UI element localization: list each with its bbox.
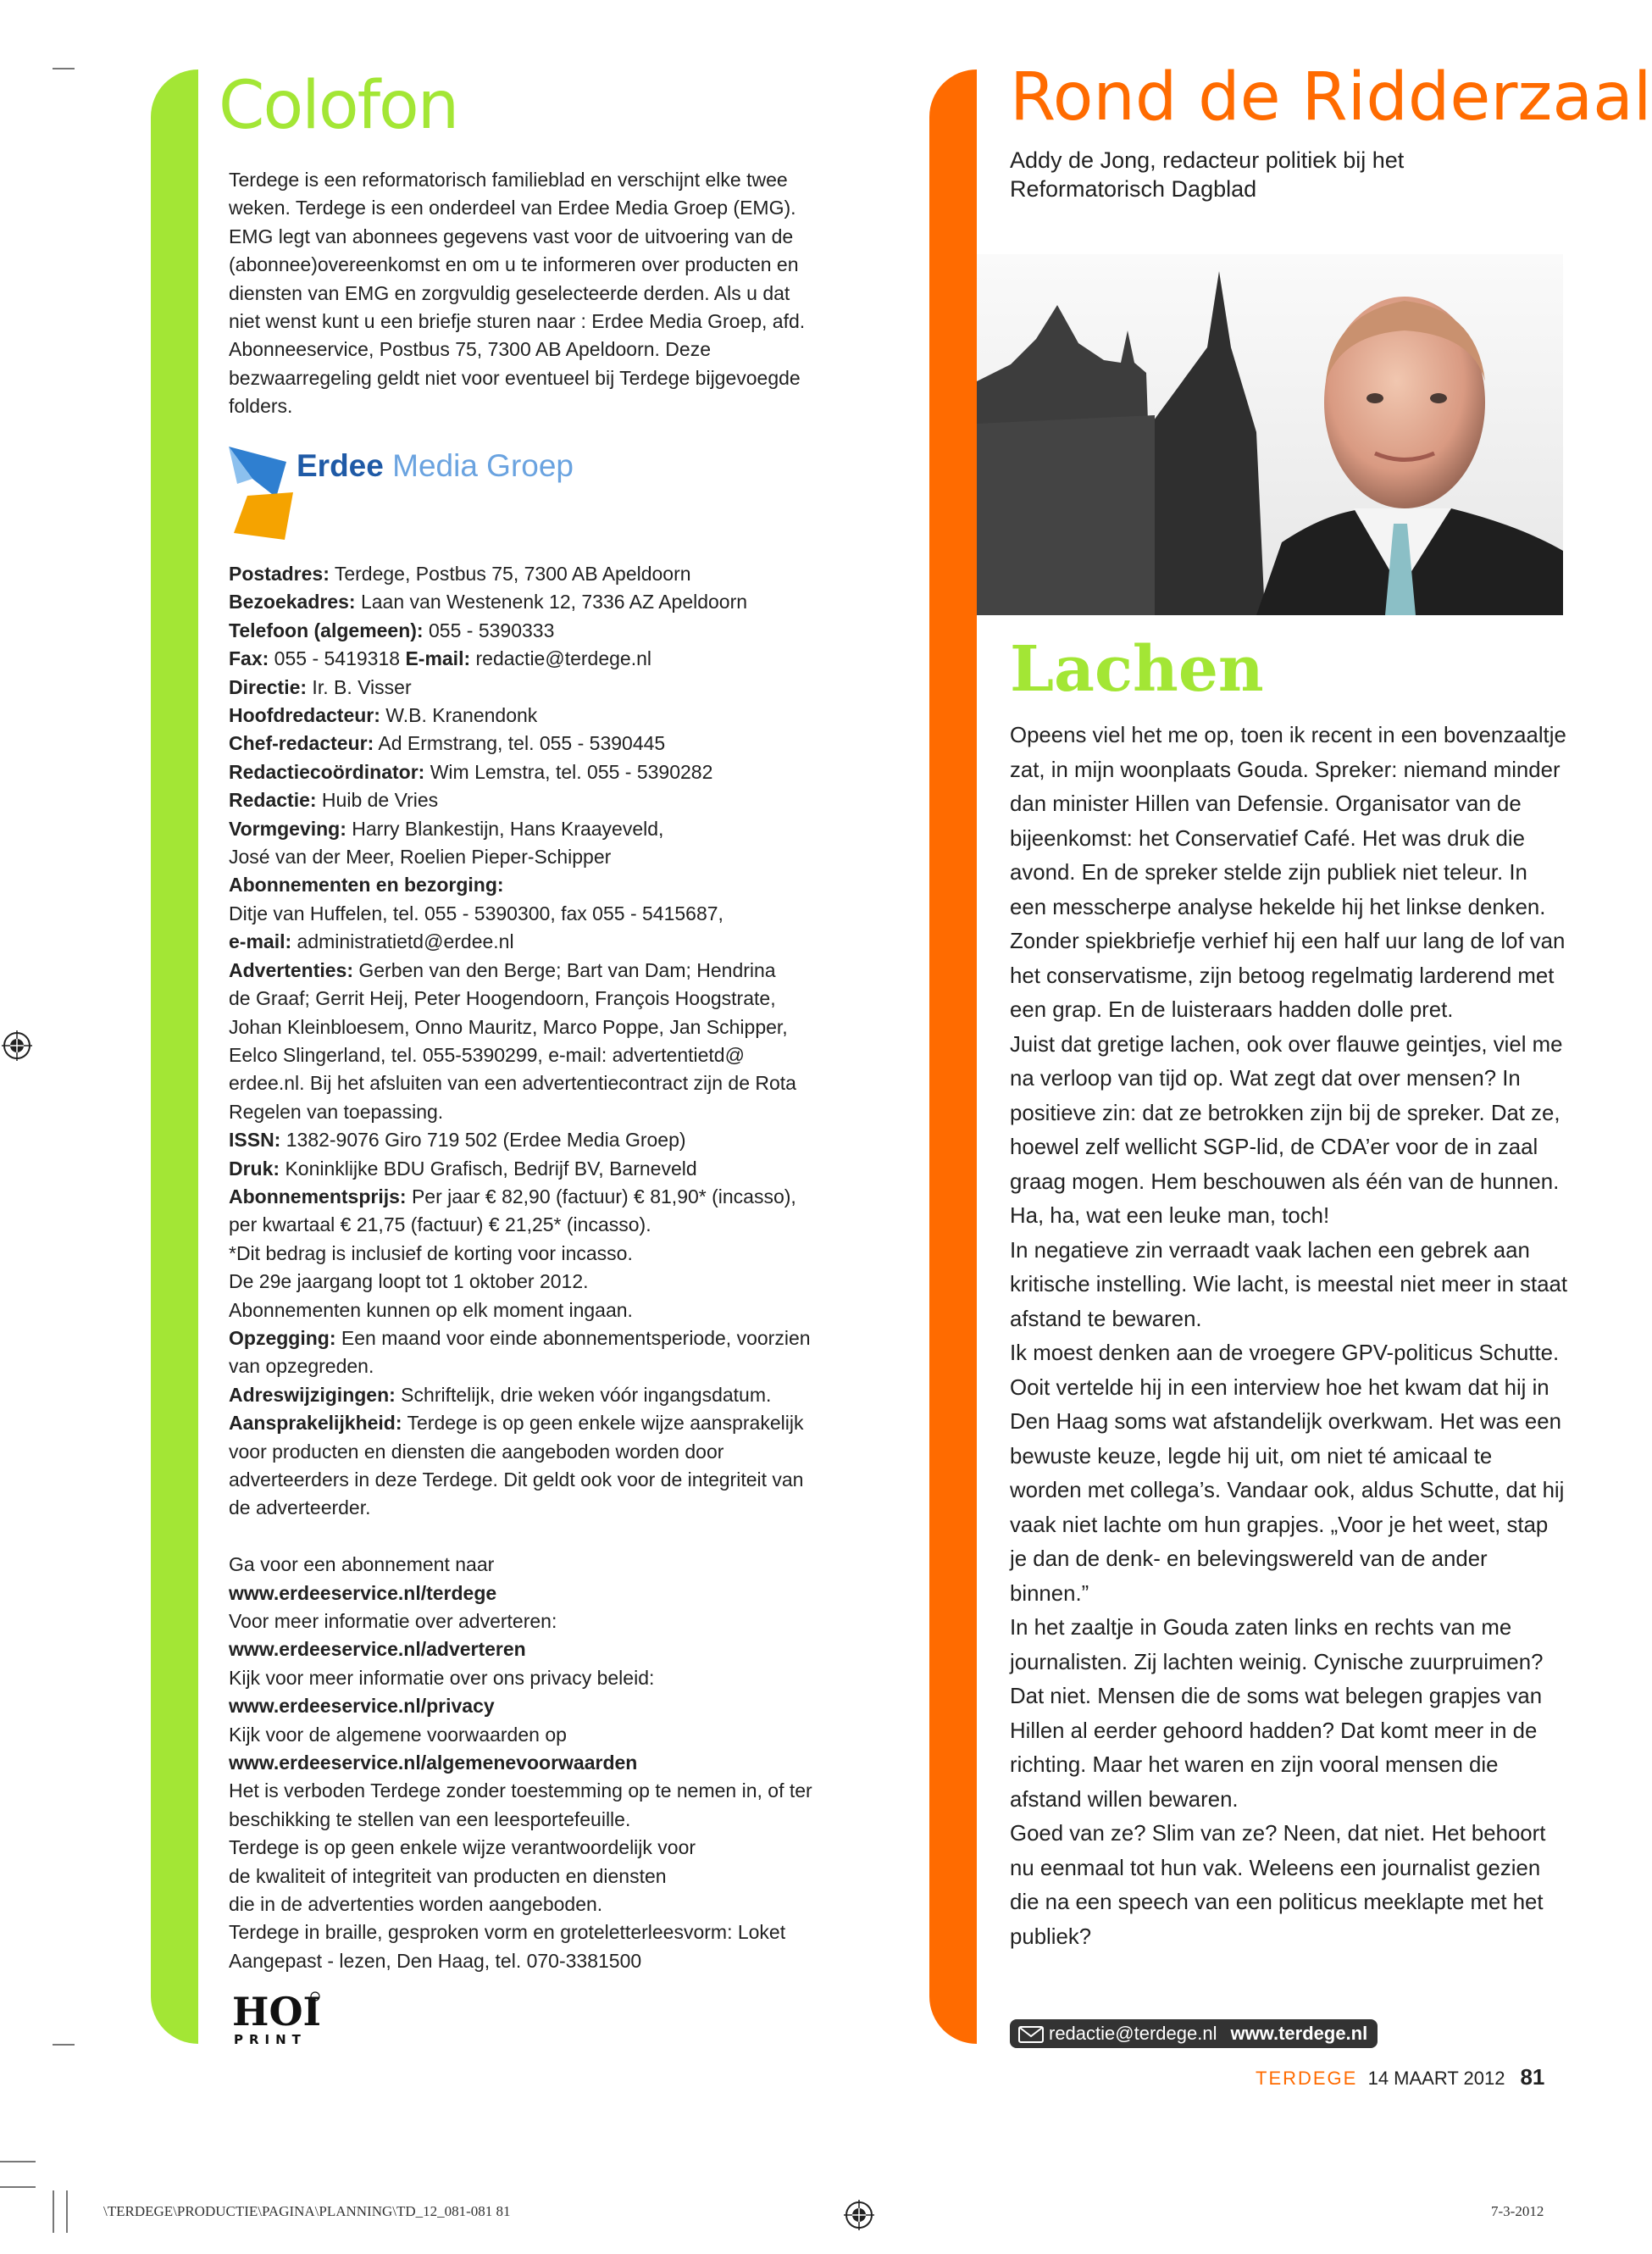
info-line (229, 1069, 830, 1097)
info-line (229, 1126, 830, 1154)
crop-mark (0, 2186, 36, 2188)
contact-website-link[interactable]: www.terdege.nl (1230, 2023, 1368, 2044)
info-line (229, 985, 830, 1013)
info-text: Koninklijke BDU Grafisch, Bedrijf BV, Barneveld (280, 1157, 697, 1180)
info-label: ISSN: (229, 1129, 281, 1152)
registration-mark-icon (2, 1030, 32, 1061)
info-label: e-mail: (229, 930, 292, 953)
info-text: José van der Meer, Roelien Pieper-Schipper (229, 846, 612, 869)
info-text: Harry Blankestijn, Hans Kraayeveld, (346, 817, 664, 840)
web-link[interactable]: www.erdeeservice.nl/terdege (229, 1581, 497, 1604)
info-text-line: Kijk voor meer informatie over ons privacy beleid: (229, 1666, 655, 1689)
colofon-info (229, 560, 830, 1975)
info-line (229, 843, 830, 871)
info-label: Redactiecoördinator: (229, 760, 425, 783)
info-line (229, 588, 830, 616)
info-text: Terdege, Postbus 75, 7300 AB Apeldoorn (329, 563, 691, 585)
info-text-line: die in de advertenties worden aangeboden. (229, 1893, 603, 1916)
info-line (229, 900, 830, 928)
column-accent-bar (929, 69, 977, 2044)
info-text-line: Kijk voor de algemene voorwaarden op (229, 1723, 567, 1746)
colofon-title: Colofon (219, 68, 458, 144)
info-label: Advertenties: (229, 958, 353, 981)
info-text: Wim Lemstra, tel. 055 - 5390282 (424, 760, 713, 783)
info-line (229, 1409, 830, 1523)
contact-email-link[interactable]: redactie@terdege.nl (1049, 2023, 1217, 2044)
info-line (229, 1211, 830, 1239)
article-paragraph: In het zaaltje in Gouda zaten links en rechts van me journalisten. Zij lachten weinig. Cynische zuurpruimen? Dat niet. Mensen die de soms wat belegen grapjes van Hillen al eerder gehoord hadden? Dat komt meer in de richting. Maar het waren en zijn vooral mensen die afstand willen bewaren. (1010, 1616, 1544, 1812)
info-text: 055 - 5419318 (269, 647, 406, 670)
info-text-line: Ga voor een abonnement naar (229, 1553, 495, 1576)
info-text: W.B. Kranendonk (380, 704, 538, 727)
info-text: per kwartaal € 21,75 (factuur) € 21,25* (incasso). (229, 1213, 651, 1236)
hoi-logo-top: HOI (232, 1989, 322, 2035)
crop-mark (66, 2190, 68, 2233)
article-paragraph: In negatieve zin verraadt vaak lachen een gebrek aan kritische instelling. Wie lacht, is meestal niet meer in staat afstand te bewaren. (1010, 1238, 1568, 1331)
erdee-logo-icon (227, 445, 295, 545)
info-label: Telefoon (algemeen): (229, 619, 424, 641)
info-line (229, 1098, 830, 1126)
info-text-line: Het is verboden Terdege zonder toestemming op te nemen in, of ter beschikking te stellen van een leesportefeuille. (229, 1779, 812, 1830)
info-text: Terdege is op geen enkele wijze aansprakelijk voor producten en diensten die aangeboden worden door adverteerders in deze Terdege. Dit geldt ook voor de integriteit van de adverteerder. (229, 1412, 804, 1519)
envelope-icon (1018, 2026, 1044, 2043)
info-line (229, 560, 830, 588)
info-line (229, 645, 830, 673)
info-label: Bezoekadres: (229, 591, 356, 613)
info-label: Chef-redacteur: (229, 732, 374, 755)
info-text-line: Terdege in braille, gesproken vorm en groteletterleesvorm: Loket Aangepast - lezen, Den Haag, tel. 070-3381500 (229, 1921, 786, 1972)
info-label: Directie: (229, 675, 308, 698)
info-text: Een maand voor einde abonnementsperiode, voorzien van opzegreden. (229, 1326, 811, 1378)
article-body (1010, 719, 1569, 1954)
info-text: Schriftelijk, drie weken vóór ingangsdatum. (395, 1383, 772, 1406)
info-line (229, 730, 830, 758)
crop-mark (0, 2161, 36, 2162)
contact-bar (1010, 2019, 1378, 2048)
info-line (229, 928, 830, 956)
column-author: Addy de Jong, redacteur politiek bij het Reformatorisch Dagblad (1010, 147, 1405, 202)
spacer (229, 1523, 830, 1551)
article-paragraph: Juist dat gretige lachen, ook over flauwe geintjes, viel me na verloop van tijd op. Wat zegt dat over mensen? In positieve zin: dat ze betrokken zijn bij de spreker. Dat ze, hoewel zelf wellicht SGP-lid, de CDA’er voor de in zaal graag mogen. Hem beschouwen als één van de hunnen. Ha, ha, wat een leuke man, toch! (1010, 1032, 1563, 1228)
info-text: erdee.nl. Bij het afsluiten van een advertentiecontract zijn de Rota (229, 1072, 796, 1095)
info-text: Regelen van toepassing. (229, 1100, 444, 1123)
info-line (229, 815, 830, 843)
erdee-media-groep-logo (227, 445, 600, 551)
info-line (229, 1324, 830, 1381)
info-line (229, 1013, 830, 1070)
info-text: De 29e jaargang loopt tot 1 oktober 2012. (229, 1270, 589, 1293)
info-text: 055 - 5390333 (423, 619, 555, 641)
info-text: Laan van Westenenk 12, 7336 AZ Apeldoorn (355, 591, 748, 613)
info-text: redactie@terdege.nl (470, 647, 651, 670)
info-label: Druk: (229, 1157, 280, 1180)
info-line (229, 1240, 830, 1268)
info-text-line: de kwaliteit of integriteit van producten en diensten (229, 1864, 667, 1887)
slug-date: 7-3-2012 (1491, 2203, 1544, 2219)
info-text: Huib de Vries (316, 789, 439, 812)
footer-date: 14 MAART 2012 (1367, 2068, 1505, 2089)
info-line (229, 871, 830, 899)
web-link[interactable]: www.erdeeservice.nl/adverteren (229, 1638, 526, 1661)
info-line (229, 758, 830, 786)
info-text: 1382-9076 Giro 719 502 (Erdee Media Groep) (280, 1129, 686, 1152)
info-line (229, 674, 830, 702)
column-title: Rond de Ridderzaal (1010, 59, 1652, 136)
registration-mark-icon (844, 2200, 874, 2230)
info-line (229, 1183, 830, 1211)
info-text: Per jaar € 82,90 (factuur) € 81,90* (incasso), (406, 1185, 796, 1208)
colofon-intro: Terdege is een reformatorisch familieblad en verschijnt elke twee weken. Terdege is een onderdeel van Erdee Media Groep (EMG). EMG legt van abonnees gegevens vast voor de uitvoering van de (abonnee)overeenkomst en om u te informeren over producten en diensten van EMG en zorgvuldig geselecteerde derden. Als u dat niet wenst kunt u een briefje sturen naar : Erdee Media Groep, afd. Abonneeservice, Postbus 75, 7300 AB Apeldoorn. Deze bezwaarregeling geldt niet voor eventueel bij Terdege bijgevoegde folders. (229, 169, 806, 418)
web-link[interactable]: www.erdeeservice.nl/privacy (229, 1695, 495, 1718)
info-text: Gerben van den Berge; Bart van Dam; Hendrina (352, 958, 776, 981)
article-paragraph: Opeens viel het me op, toen ik recent in een bovenzaaltje zat, in mijn woonplaats Gouda. Spreker: niemand minder dan minister Hillen van Defensie. Organisator van de bijeenkomst: het Conservatief Café. Het was druk die avond. En de spreker stelde zijn publiek niet teleur. In een messcherpe analyse hekelde hij het linkse denken. Zonder spiekbriefje verhief hij een half uur lang de lof van het conservatisme, zijn betoog regelmatig larderend met een grap. En de luisteraars hadden dolle pret. (1010, 724, 1566, 1022)
info-label: Fax: (229, 647, 269, 670)
info-line (229, 957, 830, 985)
info-line (229, 1155, 830, 1183)
info-line (229, 1268, 830, 1296)
article-headline: Lachen (1010, 633, 1264, 706)
logo-bold-part: Erdee (297, 448, 384, 483)
info-text: de Graaf; Gerrit Heij, Peter Hoogendoorn, François Hoogstrate, (229, 987, 776, 1010)
info-text: administratietd@erdee.nl (291, 930, 514, 953)
author-photo (977, 254, 1563, 615)
article-paragraph: Goed van ze? Slim van ze? Neen, dat niet. Het behoort nu eenmaal tot hun vak. Weleens een journalist gezien die na een speech van een politicus meeklapte met het publiek? (1010, 1822, 1546, 1949)
crop-mark (53, 2044, 75, 2046)
page-footer (1256, 2064, 1544, 2090)
info-label: Abonnementsprijs: (229, 1185, 407, 1208)
info-line (229, 702, 830, 730)
colofon-accent-bar (151, 69, 198, 2044)
info-line (229, 617, 830, 645)
info-text: Ditje van Huffelen, tel. 055 - 5390300, fax 055 - 5415687, (229, 902, 723, 924)
info-label: Opzegging: (229, 1326, 336, 1349)
info-label: Abonnementen en bezorging: (229, 874, 504, 897)
info-line (229, 1296, 830, 1324)
erdee-logo-text (297, 448, 574, 484)
info-label: Vormgeving: (229, 817, 346, 840)
hoi-print-logo (230, 1988, 324, 2047)
info-text: *Dit bedrag is inclusief de korting voor incasso. (229, 1241, 633, 1264)
info-label: Aansprakelijkheid: (229, 1412, 402, 1435)
info-line (229, 786, 830, 814)
crop-mark (53, 68, 75, 69)
footer-brand: TERDEGE (1256, 2068, 1358, 2089)
info-text: Abonnementen kunnen op elk moment ingaan. (229, 1298, 633, 1321)
info-label: Postadres: (229, 563, 330, 585)
article-paragraph: Ik moest denken aan de vroegere GPV-politicus Schutte. Ooit vertelde hij in een interview hoe het kwam dat hij in Den Haag soms wat afstandelijk overkwam. Het was een bewuste keuze, legde hij uit, om niet té amicaal te worden met collega’s. Vandaar ook, aldus Schutte, dat hij vaak niet lachte om hun grapjes. „Voor je het weet, stap je dan de denk- en belevingswereld van de ander binnen.” (1010, 1341, 1565, 1606)
crop-mark (53, 2190, 54, 2233)
info-label: Adreswijzigingen: (229, 1383, 396, 1406)
info-text-line: Voor meer informatie over adverteren: (229, 1610, 557, 1633)
web-link[interactable]: www.erdeeservice.nl/algemenevoorwaarden (229, 1752, 638, 1774)
info-label: E-mail: (405, 647, 471, 670)
hoi-logo-bottom: PRINT (234, 2032, 307, 2047)
info-text: Ir. B. Visser (307, 675, 412, 698)
info-text: Johan Kleinbloesem, Onno Mauritz, Marco Poppe, Jan Schipper, Eelco Slingerland, tel. 055-5390299, e-mail: advertentietd@ (229, 1015, 788, 1066)
page-number: 81 (1520, 2064, 1545, 2090)
info-text-line: Terdege is op geen enkele wijze verantwoordelijk voor (229, 1836, 696, 1859)
info-label: Redactie: (229, 789, 317, 812)
logo-light-part: Media Groep (383, 448, 574, 483)
info-line (229, 1381, 830, 1409)
slug-path: \TERDEGE\PRODUCTIE\PAGINA\PLANNING\TD_12_081-081 81 (103, 2203, 511, 2219)
author-portrait-image (977, 254, 1563, 615)
info-text: Ad Ermstrang, tel. 055 - 5390445 (374, 732, 666, 755)
info-label: Hoofdredacteur: (229, 704, 380, 727)
